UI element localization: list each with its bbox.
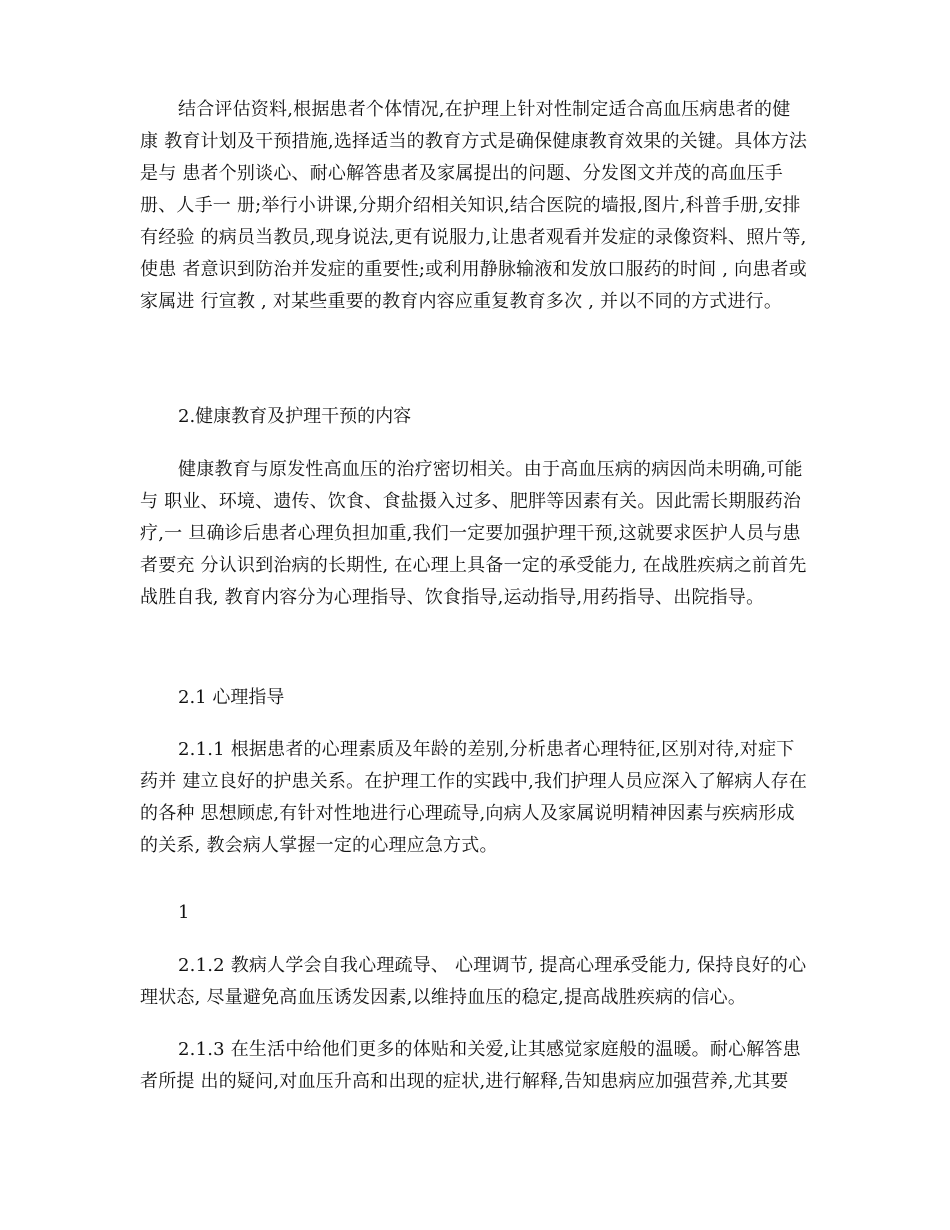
section-heading-2: 2.健康教育及护理干预的内容 <box>178 406 412 427</box>
paragraph-2-1-1: 2.1.1 根据患者的心理素质及年龄的差别,分析患者心理特征,区别对待,对症下药并 建立良好的护患关系。在护理工作的实践中,我们护理人员应深入了解病人存在的各种 思想顾虑,有针对性地进行心理疏导,向病人及家属说明精神因素与疾病形成的关系, 教会病人掌握一定的心理应急方式。 <box>140 739 808 856</box>
paragraph-education-methods: 结合评估资料,根据患者个体情况,在护理上针对性制定适合高血压病患者的健康 教育计划及干预措施,选择适当的教育方式是确保健康教育效果的关键。具体方法是与 患者个别谈心、耐心解答患者及家属提出的问题、分发图文并茂的高血压手册、人手一 册;举行小讲课,分期介绍相关知识,结合医院的墙报,图片,科普手册,安排有经验 的病员当教员,现身说法,更有说服力,让患者观看并发症的录像资料、照片等,使患 者意识到防治并发症的重要性;或利用静脉输液和发放口服药的时间 , 向患者或家属进 行宣教 , 对某些重要的教育内容应重复教育多次 , 并以不同的方式进行。 <box>140 99 808 312</box>
paragraph-2-1-2: 2.1.2 教病人学会自我心理疏导、 心理调节, 提高心理承受能力, 保持良好的心理状态, 尽量避免高血压诱发因素,以维持血压的稳定,提高战胜疾病的信心。 <box>140 955 807 1008</box>
section-heading-2-1: 2.1 心理指导 <box>178 687 285 708</box>
page-number: 1 <box>178 902 190 923</box>
paragraph-2-1-3: 2.1.3 在生活中给他们更多的体贴和关爱,让其感觉家庭般的温暖。耐心解答患者所提 出的疑问,对血压升高和出现的症状,进行解释,告知患病应加强营养,尤其要 <box>140 1039 801 1092</box>
paragraph-education-content: 健康教育与原发性高血压的治疗密切相关。由于高血压病的病因尚未明确,可能与 职业、环境、遗传、饮食、食盐摄入过多、肥胖等因素有关。因此需长期服药治疗,一 旦确诊后患者心理负担加重,我们一定要加强护理干预,这就要求医护人员与患者要充 分认识到治病的长期性, 在心理上具备一定的承受能力, 在战胜疾病之前首先战胜自我, 教育内容分为心理指导、饮食指导,运动指导,用药指导、出院指导。 <box>140 459 807 608</box>
